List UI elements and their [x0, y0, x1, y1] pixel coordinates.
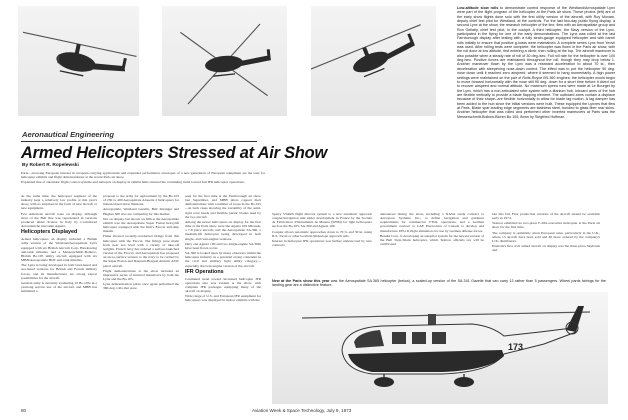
- body-paragraph: announced during the show, including a NASA study contract to Aerospace Systems, Inc., to define navigation and guidance requirements for commercial VTOL operations, and a German government contract to CAE Electronics of Canada to develop and manufacture UH-1D flight simulators for use by German defense forces.: [380, 212, 484, 233]
- body-paragraph: Sperry STARS flight director system to a new automatic approach coupler/navigation unit under development in France by the Societe de Fabrication d'Instruments de Mesure (SFIM) for light helicopters such as the Bo.105, SA-360 and Agusta 109.: [272, 212, 372, 229]
- body-paragraph: Bendix Corp. is developing an autopilot system for the newest version of the Bell Twin-Shark helicopter, which Textron officials say will be certificated: [380, 233, 484, 247]
- body-paragraph: German army is currently evaluating 10 Bo.105s in a yearlong service test of the aircraft, and MBB has submitted a: [21, 280, 97, 294]
- subhead-ifr-operations: IFR Operations: [185, 268, 224, 275]
- body-paragraph: Wide range of U.S. and European IFR equipment for helicopters was displayed in indoor exhibits with the: [185, 294, 261, 303]
- article-column-1: [21, 194, 97, 404]
- helicopter-silhouette-icon: [162, 6, 287, 116]
- body-paragraph: late this fall. First production versions of the aircraft should be available early in 1974.: [492, 212, 600, 221]
- caption-body: to demonstrate control response of the Westland/Aerospatiale Lynx were part of the flight program of the helicopter at the Paris air show. These photos (left) are of the early show flights done solo with the first utility version of the aircraft, with Roy Moxam, deputy chief test pilot for Westland, at the controls. For the last two-day public flying display, a second Lynx at the show, the research helicopter of the line, flew with an Aerospatiale group and Ron Gellatly, chief test pilot, in the cockpit. A third helicopter, the Navy version of the Lynx, participated in the flying for one of the early demonstrations. The Lynx was rolled at the last Farnborough display after testing with a fully strain-gauge equipped helicopter and with barrel rolls initially to ensure that positive g-loads were maintained. A complete series Lynx from Yeovil was used. After rolling tests were complete, the helicopter was flown in the Paris air show, with the roll done at low altitude, first entering a climb, then rolling at the top. The aircraft maneuver is also possible when a steady rate of roll of 30 deg./sec. Full roll rate for the helicopter is over 100 deg./sec. Positive forces are maintained throughout the roll, though they may drop below 1. Another maneuver flown by the Lynx was a rearward acceleration to about 70 kt., then deceleration with steepening nose-down control. The effect was to put the helicopter 90 deg. nose down until it reached zero airspeed, where it seemed to hang momentarily. A high power settings were maintained on the pair of Rolls-Royce BS.360 engines; the helicopter would begin to move forward horizontally with the nose still 90 deg. down for a short time before it dived out to recover airspeed and normal attitude. No maximum speed runs were made at Le Bourget by the Lynx, which has a non-articulated rotor system with a titanium hub. Inboard arms of the hub are flexible vertically to provide a blade flapping element. The outboard arms contain a displace because of their shape--are flexible horizontally to allow for blade lag motion. A lag damper has been added to the hub since the initial versions were built. These equipped the Lynxes that flew at Paris. Blade spar leading edge segments are stainless steel, bonded to glass fiber rear skins. Another helicopter that was rolled and performed other inverted maneuvers at Paris was the Messerschmitt-Bolkow-Blohm Bo.105, flown by Siegfried Hoffman.: [457, 6, 615, 119]
- article-column-5: [380, 212, 484, 276]
- body-paragraph: Coupler allows automatic approaches down to 70 ft. and 30 kt. using ILS, Tacan or other localizer/glideslope approach aids.: [272, 229, 372, 238]
- body-paragraph: Continued trend toward increased helicopter IFR operations also was evident at the show, with complete IFR packages equipping many of the aircraft on display.: [185, 276, 261, 294]
- article-column-6: [492, 212, 600, 276]
- body-paragraph: Textron exhibited its two-place F-28A executive helicopter at the Paris air show for the first time.: [492, 221, 600, 230]
- article-column-4: [272, 212, 372, 276]
- photo-caption-sa365: [272, 279, 606, 289]
- page-number: 80: [21, 408, 27, 413]
- body-paragraph: Interest in helicopter IFR operations was further underscored by new contracts: [272, 238, 372, 248]
- body-paragraph: Only one Agusta 109 and two single-engine SA.360s have been flown so far.: [185, 241, 261, 250]
- body-paragraph: seen for the first time at the Farnborough air show last September, and MBB pilots capped their demonstrations with a number of loops in the Bo.105—in both cases showing the versatility of the semi-rigid rotor heads and flexible plastic blades used by the two aircraft.: [185, 194, 261, 219]
- article-column-2: [103, 194, 179, 404]
- helicopter-marking: 173: [508, 342, 524, 352]
- body-paragraph: SA-360 is looked upon by many observers within the helicopter industry as a potential strong contender in the civil and military light utility category—especially the twin-engine version of the aircraft.: [185, 251, 261, 268]
- article-column-3: [185, 194, 261, 404]
- photo-lynx-roll-3: [311, 6, 436, 116]
- photo-caption-lynx: [457, 6, 615, 138]
- body-paragraph: Among the newer helicopters on display for the first time at the Paris show were the Agusta 109 Miranda, a 7-8 place aircraft, and the Aerospatiale SA.360, a medium-lift helicopter being developed in both single- and twin-engine versions.: [185, 219, 261, 241]
- body-paragraph: Films showed recently-conducted firings from this helicopter with the Exocet. The firings were made from near sea level with a variety of take-off weights. French navy has ordered a surface-launched version of the Exocet, and Aerospatiale has proposed an air-to-surface version to the navy to be carried by the Super Frelon and Dassault-Breguet Atlantic ASW patrol aircraft.: [103, 234, 179, 268]
- caption-lead: Low-altitude slow rolls: [457, 6, 499, 10]
- body-paragraph: Flight demonstrations at the show included an impressive series of inverted maneuvers by both the Lynx and the Bo.105.: [103, 268, 179, 281]
- headline: Armed Helicopters Stressed at Air Show: [21, 144, 328, 162]
- photo-lynx-roll-2: [162, 6, 287, 116]
- intro-paragraph: Paris—Growing European interest in weapons-carrying applications and expanded performance envelopes of a new generation of European equipment are the tone for helicopter exhibits and flight demonstrations at the recent Paris air show.: [21, 171, 265, 180]
- publication-footer: Aviation Week & Space Technology, July 9, 1973: [252, 408, 352, 413]
- section-label: Aeronautical Engineering: [22, 130, 114, 139]
- body-paragraph: Few American aircraft were on display, although most of the Bell line was represented in versions produced under license in Italy by Costruzioni Aeronautiche Giovanni Agusta.: [21, 211, 97, 229]
- photo-sa365-helicopter: [272, 292, 608, 404]
- body-paragraph: The company is optimistic about European sales, particularly in the U.K., where 15 aircraft have been sold and 40 more ordered by the company's U.K. distributors.: [492, 230, 600, 243]
- body-paragraph: Enstrom's first civil armed aircraft on display was the three-place Skyhawk and: [492, 244, 600, 253]
- intro-paragraph-2: Expanded line of automatic flight control systems and turbojets on display in exhibit halls stressed the continuing trend toward full IFR helicopter operations.: [21, 180, 245, 185]
- photo-lynx-roll-1: [18, 6, 139, 116]
- subhead-helicopters-displayed: Helicopters Displayed: [21, 229, 78, 236]
- body-paragraph: Not on display, but shown on film at the Aerospatiale exhibit was the Aerospatiale Super Frelon heavylift helicopter equipped with the firm's Exocet anti-ship missile.: [103, 216, 179, 234]
- article-intro: [21, 171, 265, 193]
- body-paragraph: Aerospatiale, Westland Gazelle, Bell Jetranger and Hughes 500 also are competing for this market.: [103, 207, 179, 216]
- helicopter-sa365-icon: [272, 292, 608, 404]
- helicopter-silhouette-icon: [311, 6, 436, 116]
- body-paragraph: Armed helicopters on display included a British army version of the Westland/Aerospatiale Lynx equipped with six British Aircraft Corp. Hawkswing anti-tank missiles, and a Messerschmitt-Bolkow-Blohm Bo.105 utility aircraft equipped with six MBB/Aerospatiale HOT anti-tank missiles.: [21, 237, 97, 263]
- body-paragraph: proposal to the army for replacement by the Bo.105 of 250 to 400 Aerospatiale Alouette 2 helicopters for liaison/observation missions.: [103, 194, 179, 207]
- section-rule: [21, 141, 257, 142]
- body-paragraph: At the same time, the helicopter segment of the industry kept a relatively low profile at this year's show, with no surprises in the form of new aircraft or new equipment.: [21, 194, 97, 211]
- body-paragraph: Lynx demonstration pilots once again performed the 360-deg. rolls that were: [103, 282, 179, 291]
- body-paragraph: The Lynx is being developed in both land-based and sea-based versions for British and French military forces, and its manufacturers are strong export possibilities for the aircraft.: [21, 263, 97, 280]
- helicopter-silhouette-icon: [18, 6, 139, 116]
- caption-lead: New at the Paris show this year: [272, 279, 330, 283]
- byline: By Robert R. Ropelewski: [22, 163, 79, 168]
- caption-body: was the Aerospatiale SA.365 helicopter (below), a scaled-up version of the SA.341 Gazelle that can carry 13 rather than 5 passengers. Wheel pants fairings for the landing gear are a distinctive feature.: [272, 279, 606, 288]
